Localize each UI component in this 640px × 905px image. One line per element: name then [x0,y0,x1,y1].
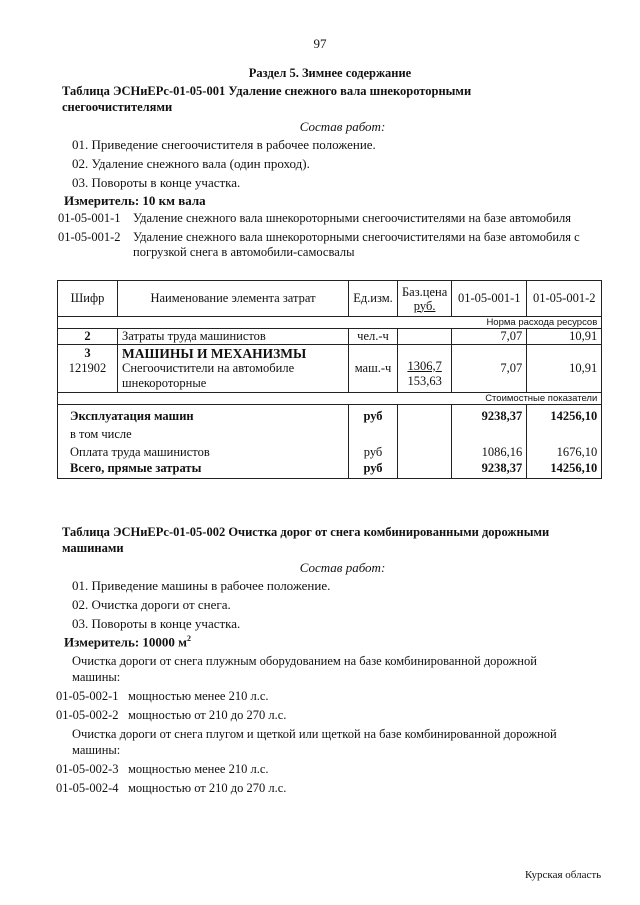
cost-value-1: 9238,37 [481,409,523,423]
row-code: 121902 [68,361,107,375]
table1-title-cont: снегоочистителями [62,100,173,114]
table2-code: 01-05-002-3 [56,762,119,776]
header-col2: 01-05-001-2 [527,281,602,317]
row-value-1: 7,07 [452,329,527,345]
table2-code-text: мощностью менее 210 л.с. [128,689,269,703]
table2-code: 01-05-002-1 [56,689,119,703]
table-row [58,329,602,345]
cost-value-1: 9238,37 [481,461,523,475]
cost-name: Всего, прямые затраты [70,461,202,475]
table2-code: 01-05-002-4 [56,781,119,795]
row-code: 2 [58,329,118,345]
cost-value-2: 1676,10 [556,445,598,459]
row-price [398,329,452,345]
table-row [58,345,602,393]
row-name-cont: шнекороторные [122,376,207,390]
table2-work-item: 02. Очистка дороги от снега. [72,597,231,612]
cost-name: Эксплуатация машин [70,409,194,423]
row-price-2: 153,63 [407,373,442,388]
table1-code-text-cont: погрузкой снега в автомобили-самосвалы [133,245,355,259]
cost-name: Оплата труда машинистов [70,445,210,459]
table1-works-heading: Состав работ: [299,119,386,134]
row-value-2: 10,91 [527,345,602,393]
table2-code-text: мощностью от 210 до 270 л.с. [128,708,287,722]
table2-works-heading: Состав работ: [299,560,386,575]
row-unit: чел.-ч [349,329,398,345]
table2-group-heading: Очистка дороги от снега плугом и щеткой или щеткой на базе комбинированной дорожной [72,727,557,741]
table1-code: 01-05-001-2 [58,230,121,244]
footer-region: Курская область [525,869,602,881]
row-value-2: 10,91 [527,329,602,345]
table2-measure: Измеритель: 10000 $м^2$ [64,634,192,650]
table1-measure: Измеритель: 10 км вала [64,193,206,208]
header-code: Шифр [58,281,118,317]
table1-work-item: 01. Приведение снегоочистителя в рабочее положение. [72,137,376,152]
table1-code: 01-05-001-1 [58,211,121,225]
row-unit: маш.-ч [349,345,398,393]
header-col1: 01-05-001-1 [452,281,527,317]
cost-rows [58,405,602,479]
norm-label-row [58,317,602,329]
section-title: Раздел 5. Зимнее содержание [248,66,412,80]
table2-group-heading-cont: машины: [72,743,121,757]
norm-label: Норма расхода ресурсов [58,317,602,329]
page-number: 97 [313,36,327,51]
table2-group-heading: Очистка дороги от снега плужным оборудованием на базе комбинированной дорожной [72,654,537,668]
header-unit: Ед.изм. [349,281,398,317]
table1-work-item: 03. Повороты в конце участка. [72,175,241,190]
resource-table [57,280,602,479]
table2-work-item: 01. Приведение машины в рабочее положение. [72,578,331,593]
row-name: Затраты труда машинистов [118,329,349,345]
row-code: 3 [84,346,91,360]
cost-value-1: 1086,16 [481,445,523,459]
table1-code-text: Удаление снежного вала шнекороторными снегоочистителями на базе автомобиля [133,211,572,225]
table1-title: Таблица ЭСНиЕРс-01-05-001 Удаление снежного вала шнекороторными [62,84,472,98]
table2-title: Таблица ЭСНиЕРс-01-05-002 Очистка дорог от снега комбинированными дорожными [62,525,550,539]
cost-unit: руб [363,461,383,475]
cost-unit: руб [363,409,383,423]
table2-code-text: мощностью от 210 до 270 л.с. [128,781,287,795]
row-name: Снегоочистители на автомобиле [122,361,295,375]
header-price [398,281,452,317]
cost-value-2: 14256,10 [550,461,598,475]
header-price-line2: руб. [413,298,436,313]
cost-unit: руб [363,445,383,459]
table2-code: 01-05-002-2 [56,708,119,722]
table2-title-cont: машинами [62,541,124,555]
table2-code-text: мощностью менее 210 л.с. [128,762,269,776]
table2-work-item: 03. Повороты в конце участка. [72,616,241,631]
header-price-line1: Баз.цена [402,284,448,299]
table2-group-heading-cont: машины: [72,670,121,684]
row-name-group: МАШИНЫ И МЕХАНИЗМЫ [122,346,307,361]
header-name: Наименование элемента затрат [118,281,349,317]
table1-code-text: Удаление снежного вала шнекороторными снегоочистителями на базе автомобиля с [133,230,580,244]
cost-label-row [58,393,602,405]
row-price: 1306,7 [407,358,442,373]
cost-name: в том числе [70,427,132,441]
cost-value-2: 14256,10 [550,409,598,423]
table1-work-item: 02. Удаление снежного вала (один проход). [72,156,310,171]
row-value-1: 7,07 [452,345,527,393]
cost-label: Стоимостные показатели [58,393,602,405]
table-header-row [58,281,602,317]
